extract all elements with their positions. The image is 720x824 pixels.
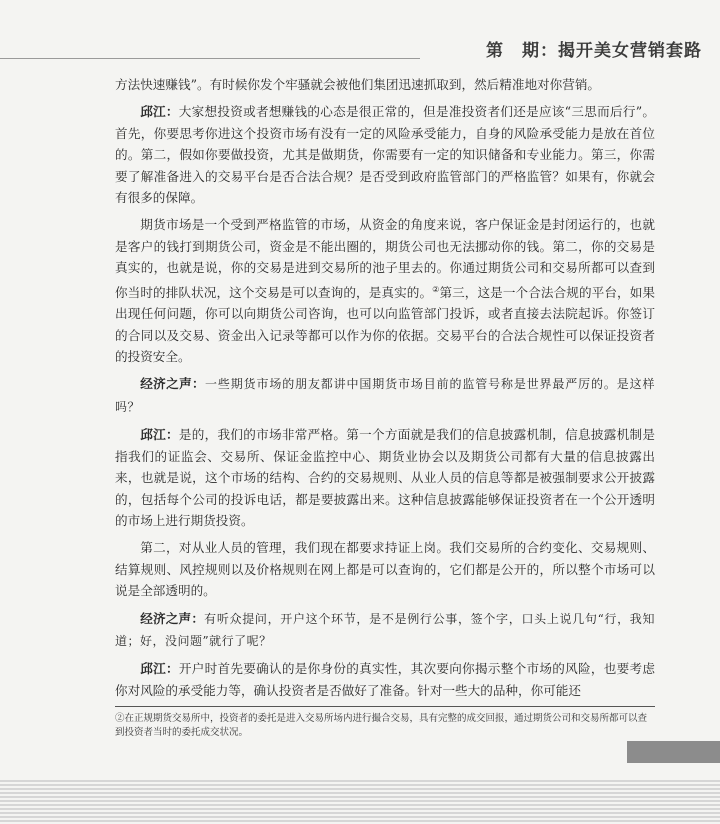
question-text: 有听众提问，开户这个环节，是不是例行公事，签个字，口头上说几句“行，我知道；好，没问题”就行了呢？ (115, 611, 656, 648)
paragraph (115, 74, 655, 95)
paragraph-text: 开户时首先要确认的是你身份的真实性，其次要向你揭示整个市场的风险，也要考虑你对风险的承受能力等，确认投资者是否做好了准备。针对一些大的品种，你可能还 (115, 661, 656, 698)
page-tab-bar (627, 741, 720, 763)
speaker-label: 邱江： (140, 427, 179, 443)
footnote-marker[interactable]: ② (432, 284, 440, 294)
paragraph-text: 期货市场是一个受到严格监管的市场，从资金的角度来说，客户保证金是封闭运行的，也就是客户的钱打到期货公司，资金是不能出圈的，期货公司也无法挪动你的钱。第二，你的交易是真实的，也就是说，你的交易是进到交易所的池子里去的。你通过期货公司和交易所都可以查到你当时的排队状况，这个交易是可以查询的，是真实的。 (115, 217, 655, 300)
speaker-label: 经济之声： (140, 376, 205, 392)
paragraph (115, 537, 655, 601)
footnote-rule (115, 706, 655, 707)
paragraph (115, 608, 655, 653)
paragraph (115, 424, 655, 531)
paragraph (115, 214, 655, 367)
article-body (115, 74, 655, 707)
question-text: 一些期货市场的朋友都讲中国期货市场目前的监管号称是世界最严厉的。是这样吗？ (115, 377, 655, 414)
paragraph-text: 方法快速赚钱”。有时候你发个牢骚就会被他们集团迅速抓取到，然后精准地对你营销。 (115, 77, 601, 92)
footer-stripes (0, 780, 720, 824)
speaker-label: 经济之声： (140, 610, 205, 626)
speaker-label: 邱江： (140, 661, 179, 677)
paragraph-text: 第二，对从业人员的管理，我们现在都要求持证上岗。我们交易所的合约变化、交易规则、结算规则、风控规则以及价格规则在网上都是可以查询的，它们都是公开的，所以整个市场可以说是全部透明的。 (115, 540, 655, 599)
paragraph-text: 第三，这是一个合法合规的平台，如果出现任何问题，你可以向期货公司咨询，也可以向监管部门投诉，或者直接去法院起诉。你签订的合同以及交易、资金出入记录等都可以作为你的依据。交易平台的合法合规性可以保证投资者的投资安全。 (115, 284, 656, 365)
running-header: 第 期：揭开美女营销套路 (486, 41, 702, 61)
header-rule (0, 58, 420, 59)
footnote: ②在正规期货交易所中，投资者的委托是进入交易所场内进行撮合交易，具有完整的成交回报，通过期货公司和交易所都可以查到投资者当时的委托成交状况。 (115, 713, 648, 738)
paragraph-text: 大家想投资或者想赚钱的心态是很正常的，但是准投资者们还是应该“三思而后行”。首先，你要思考你进这个投资市场有没有一定的风险承受能力，自身的风险承受能力是放在首位的。第二，假如你要做投资，尤其是做期货，你需要有一定的知识储备和专业能力。第三，你需要了解准备进入的交易平台是否合法合规？是否受到政府监管部门的严格监管？如果有，你就会有很多的保障。 (115, 104, 655, 206)
paragraph (115, 101, 655, 208)
paragraph (115, 373, 655, 418)
speaker-label: 邱江： (140, 104, 179, 120)
paragraph-text: 是的，我们的市场非常严格。第一个方面就是我们的信息披露机制，信息披露机制是指我们的证监会、交易所、保证金监控中心、期货业协会以及期货公司都有大量的信息披露出来，也就是说，这个市场的结构、合约的交易规则、从业人员的信息等都是被强制要求公开披露的，包括每个公司的投诉电话，都是要披露出来。这种信息披露能够保证投资者在一个公开透明的市场上进行期货投资。 (115, 427, 656, 528)
paragraph (115, 658, 655, 701)
